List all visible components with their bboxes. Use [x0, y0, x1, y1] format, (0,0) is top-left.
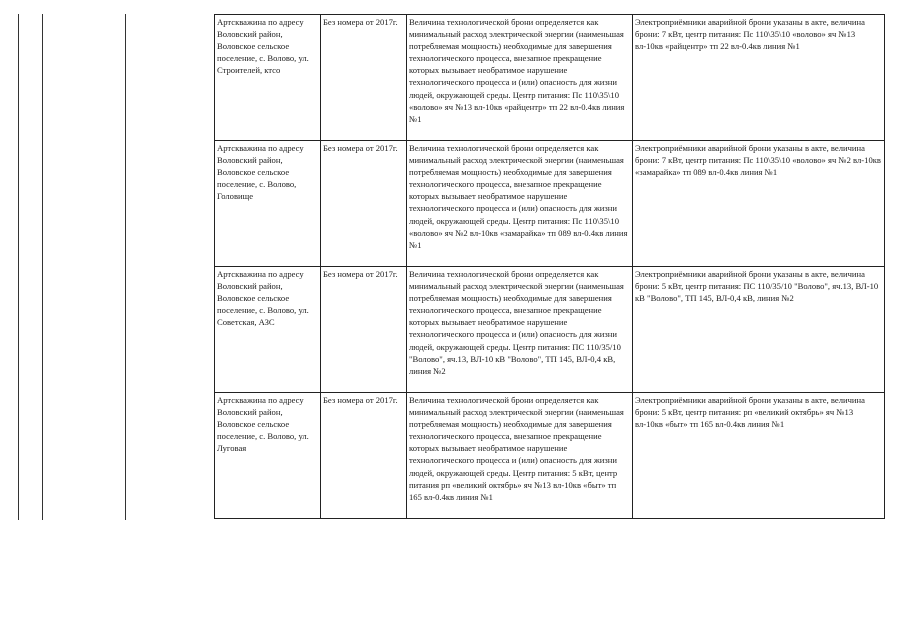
document-number-cell: Без номера от 2017г. [321, 393, 407, 519]
table-row [215, 141, 885, 267]
left-margin-line-1 [18, 14, 19, 520]
act-details-cell: Электроприёмники аварийной брони указаны в акте, величина брони: 5 кВт, центр питания: рп «великий октябрь» яч №13 вл-10кв «быт» тп 165 вл-0.4кв линия №1 [633, 393, 885, 519]
reservation-table [214, 14, 885, 519]
act-details-cell: Электроприёмники аварийной брони указаны в акте, величина брони: 7 кВт, центр питания: Пс 110\35\10 «волово» яч №2 вл-10кв «замарайка» тп 089 вл-0.4кв линия №1 [633, 141, 885, 267]
object-address-cell: Артскважина по адресу Воловский район, Воловское сельское поселение, с. Волово, ул. Строителей, ктсо [215, 15, 321, 141]
document-number-cell: Без номера от 2017г. [321, 15, 407, 141]
table-row [215, 267, 885, 393]
act-details-cell: Электроприёмники аварийной брони указаны в акте, величина брони: 5 кВт, центр питания: ПС 110/35/10 "Волово", яч.13, ВЛ-10 кВ "Волово", ТП 145, ВЛ-0,4 кВ, линия №2 [633, 267, 885, 393]
reserve-description-cell: Величина технологической брони определяется как минимальный расход электрической энергии (наименьшая потребляемая мощность) необходимые для завершения технологического процесса, внезапное прекращение которых вызывает необратимое нарушение технологического процесса и (или) опасность для жизни людей, окружающей среды. Центр питания: Пс 110\35\10 «волово» яч №2 вл-10кв «замарайка» тп 089 вл-0.4кв линия №1 [407, 141, 633, 267]
document-number-cell: Без номера от 2017г. [321, 267, 407, 393]
object-address-cell: Артскважина по адресу Воловский район, Воловское сельское поселение, с. Волово, Головище [215, 141, 321, 267]
object-address-cell: Артскважина по адресу Воловский район, Воловское сельское поселение, с. Волово, ул. Луговая [215, 393, 321, 519]
reserve-description-cell: Величина технологической брони определяется как минимальный расход электрической энергии (наименьшая потребляемая мощность) необходимые для завершения технологического процесса, внезапное прекращение которых вызывает необратимое нарушение технологического процесса и (или) опасность для жизни людей, окружающей среды. Центр питания: 5 кВт, центр питания рп «великий октябрь» яч №13 вл-10кв «быт» тп 165 вл-0.4кв линия №1 [407, 393, 633, 519]
left-margin-line-3 [125, 14, 126, 520]
left-margin-line-2 [42, 14, 43, 520]
document-number-cell: Без номера от 2017г. [321, 141, 407, 267]
table-row [215, 393, 885, 519]
reserve-description-cell: Величина технологической брони определяется как минимальный расход электрической энергии (наименьшая потребляемая мощность) необходимые для завершения технологического процесса, внезапное прекращение которых вызывает необратимое нарушение технологического процесса и (или) опасность для жизни людей, окружающей среды. Центр питания: Пс 110\35\10 «волово» яч №13 вл-10кв «райцентр» тп 22 вл-0.4кв линия №1 [407, 15, 633, 141]
act-details-cell: Электроприёмники аварийной брони указаны в акте, величина брони: 7 кВт, центр питания: Пс 110\35\10 «волово» яч №13 вл-10кв «райцентр» тп 22 вл-0.4кв линия №1 [633, 15, 885, 141]
table-row [215, 15, 885, 141]
reserve-description-cell: Величина технологической брони определяется как минимальный расход электрической энергии (наименьшая потребляемая мощность) необходимые для завершения технологического процесса, внезапное прекращение которых вызывает необратимое нарушение технологического процесса и (или) опасность для жизни людей, окружающей среды. Центр питания: ПС 110/35/10 "Волово", яч.13, ВЛ-10 кВ "Волово", ТП 145, ВЛ-0,4 кВ, линия №2 [407, 267, 633, 393]
object-address-cell: Артскважина по адресу Воловский район, Воловское сельское поселение, с. Волово, ул. Советская, АЗС [215, 267, 321, 393]
